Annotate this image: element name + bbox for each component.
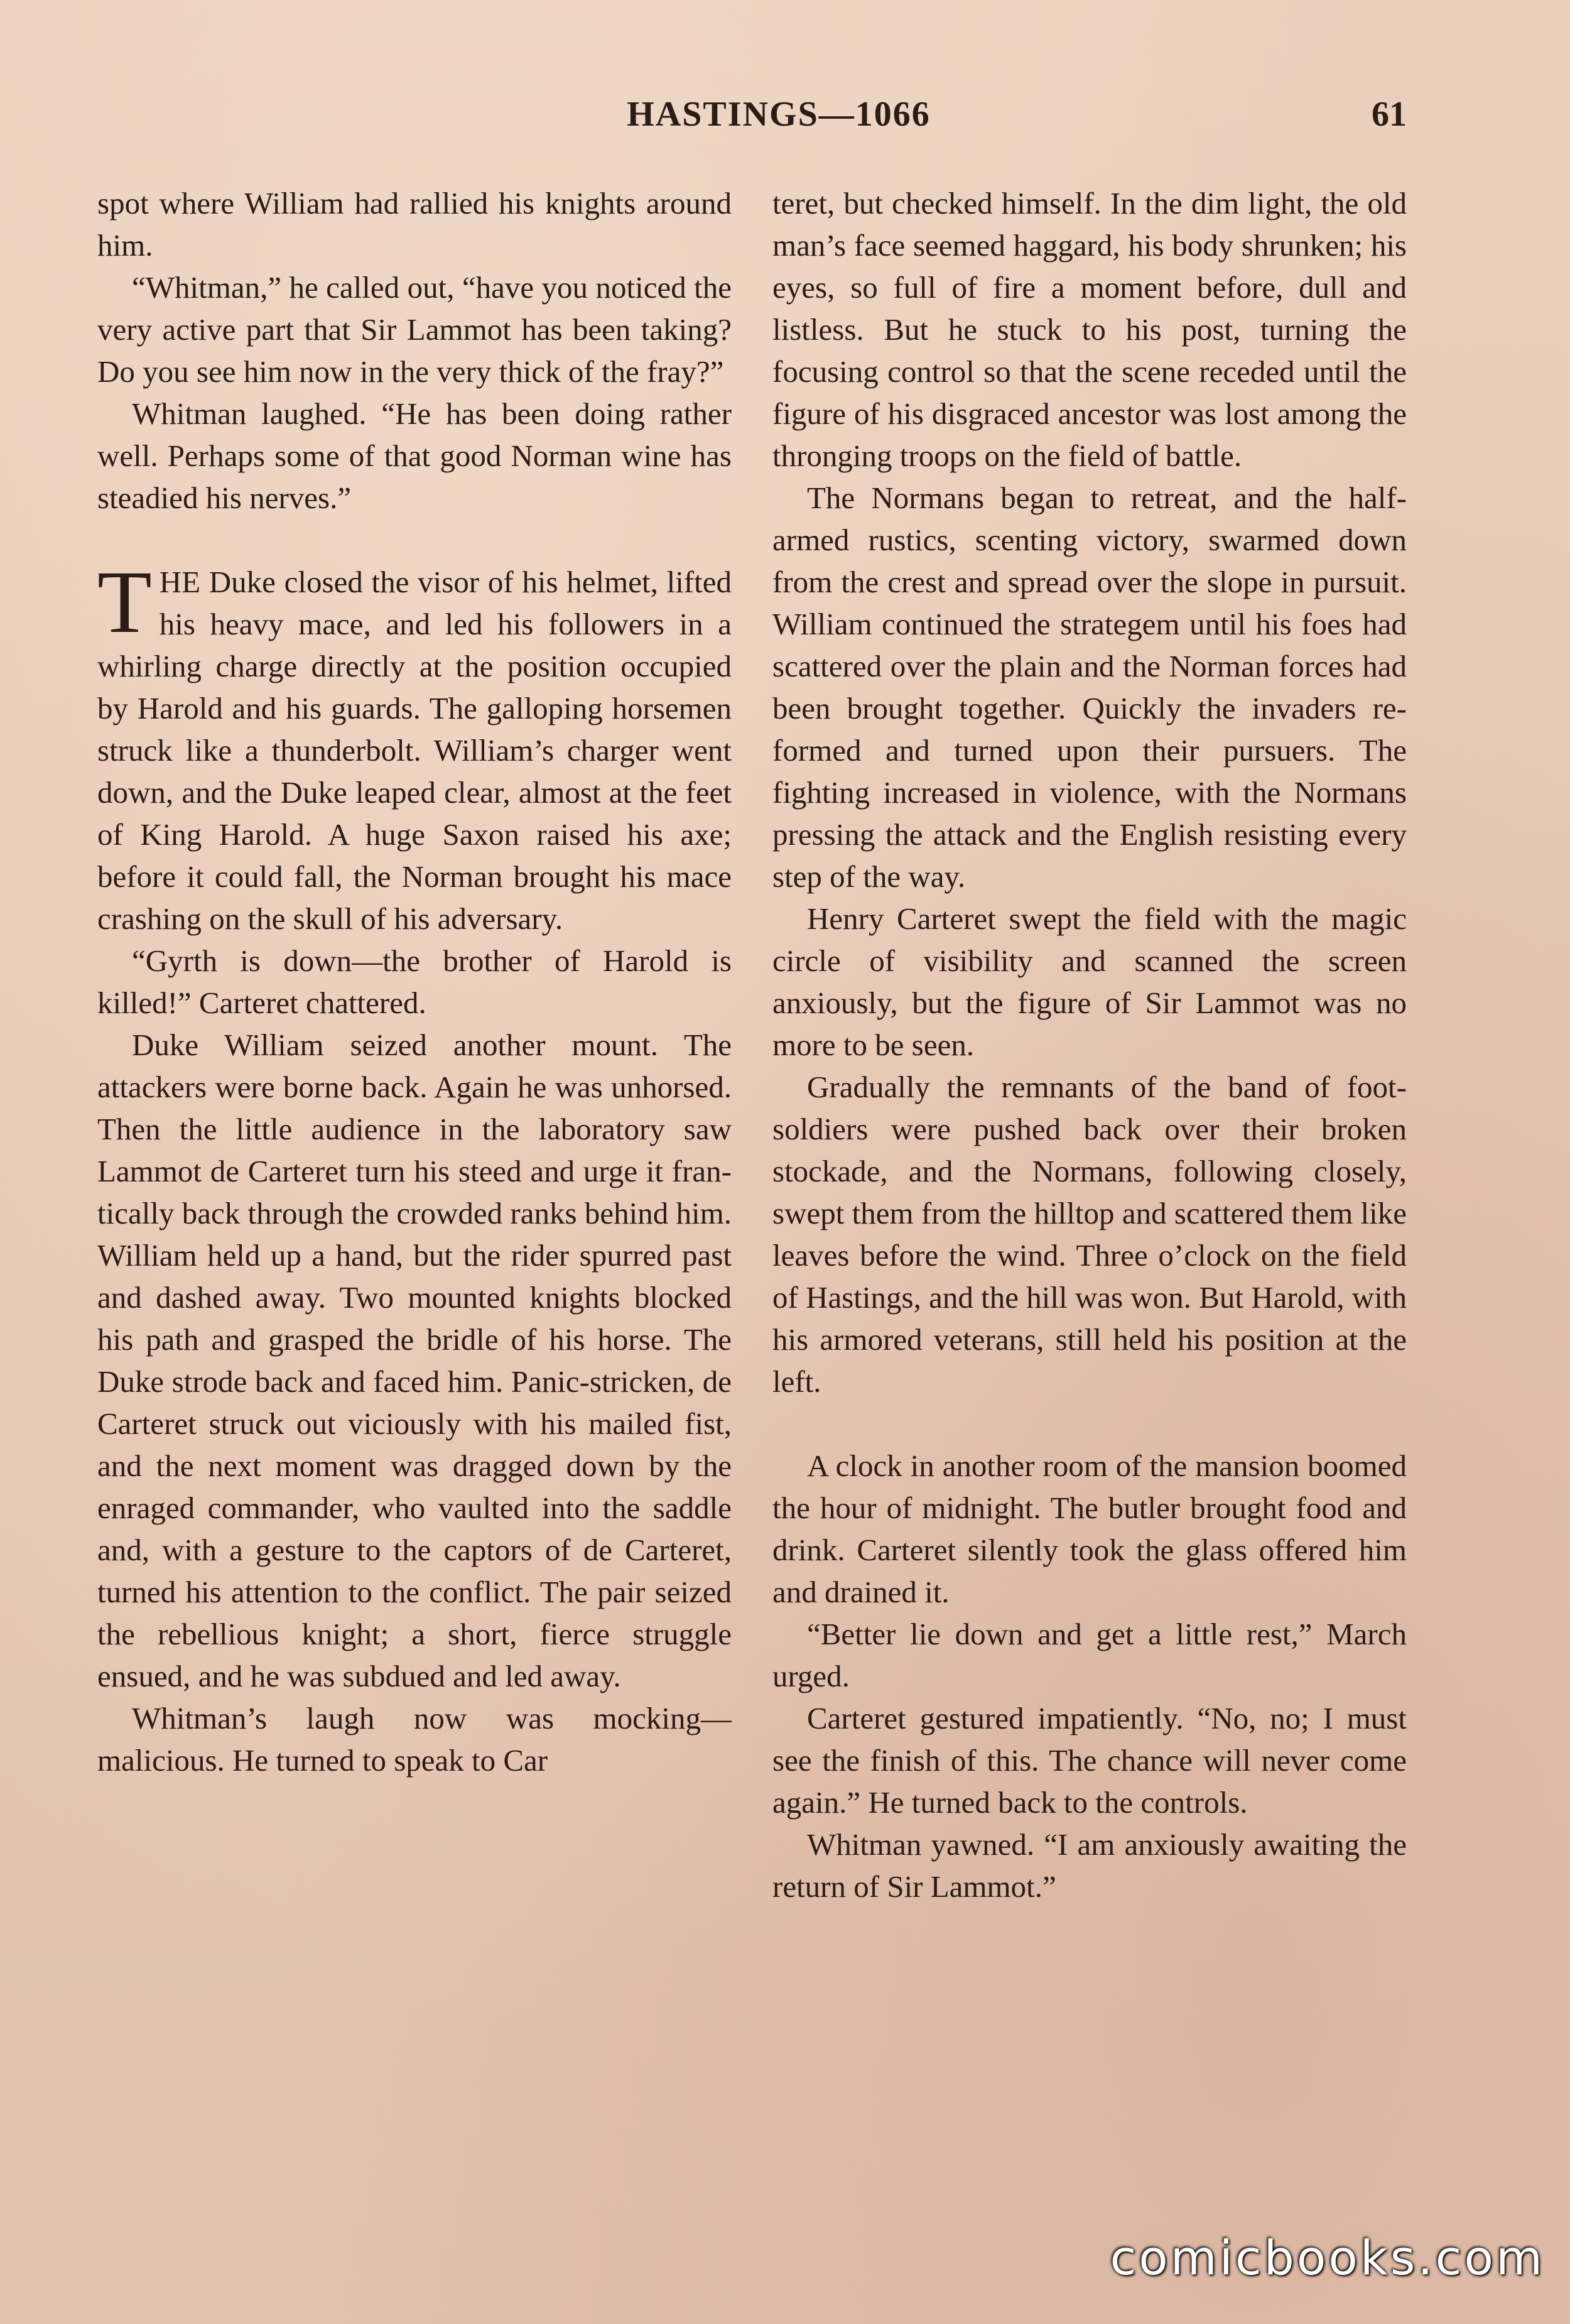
page-header [0, 94, 1570, 151]
paragraph: teret, but checked himself. In the dim light, the old man’s face seemed haggard, his body shrunken; his eyes, so full of fire a moment before, dull and listless. But he stuck to his post, turning the focusing control so that the scene receded until the figure of his disgraced ancestor was lost among the thronging troops on the field of battle. [772, 186, 1407, 473]
paragraph: Whitman yawned. “I am anxiously awaiting the return of Sir Lammot.” [772, 1827, 1407, 1904]
section-start-paragraph [97, 552, 732, 940]
paragraph: Duke William seized another mount. The attackers were borne back. Again he was unhorsed. Then the little audience in the laboratory saw Lammot de Carteret turn his steed and urge it frantically back through the crowded ranks behind him. William held up a hand, but the rider spurred past and dashed away. Two mounted knights blocked his path and grasped the bridle of his horse. The Duke strode back and faced him. Panic-stricken, de Carteret struck out viciously with his mailed fist, and the next moment was dragged down by the enraged commander, who vaulted into the saddle and, with a gesture to the captors of de Carteret, turned his attention to the conflict. The pair seized the rebellious knight; a short, fierce struggle ensued, and he was subdued and led away. [97, 1028, 732, 1693]
paragraph: Carteret gestured impatiently. “No, no; I must see the finish of this. The chance will never come again.” He turned back to the controls. [772, 1701, 1407, 1820]
drop-cap: T [97, 552, 152, 651]
paragraph: “Better lie down and get a little rest,” March urged. [772, 1617, 1407, 1693]
paragraph: A clock in another room of the mansion boomed the hour of midnight. The butler brought food and drink. Carteret silently took the glass offered him and drained it. [772, 1448, 1407, 1609]
paragraph: spot where William had rallied his knights around him. [97, 186, 732, 263]
right-column [772, 182, 1407, 1908]
paragraph: “Whitman,” he called out, “have you noticed the very active part that Sir Lammot has been taking? Do you see him now in the very thick of the fray?” [97, 270, 732, 389]
watermark: comicbooks.com [1110, 2230, 1545, 2286]
paragraph: Gradually the remnants of the band of foot-soldiers were pushed back over their broken stockade, and the Normans, following closely, swept them from the hilltop and scattered them like leaves before the wind. Three o’clock on the field of Hastings, and the hill was won. But Harold, with his armored veterans, still held his position at the left. [772, 1070, 1407, 1399]
paragraph-text: HE Duke closed the visor of his helmet, lifted his heavy mace, and led his followers in a whirling charge directly at the position occupied by Harold and his guards. The galloping horsemen struck like a thunderbolt. William’s charger went down, and the Duke leaped clear, almost at the feet of King Harold. A huge Saxon raised his axe; before it could fall, the Norman brought his mace crashing on the skull of his adversary. [97, 565, 732, 936]
paragraph: Henry Carteret swept the field with the magic circle of visibility and scanned the screen anxiously, but the figure of Sir Lammot was no more to be seen. [772, 901, 1407, 1062]
left-column [97, 182, 732, 1781]
paragraph: Whitman laughed. “He has been doing rather well. Perhaps some of that good Norman wine has steadied his nerves.” [97, 396, 732, 515]
paragraph: Whitman’s laugh now was mocking—malicious. He turned to speak to Car [97, 1701, 732, 1778]
page-number: 61 [1372, 95, 1407, 134]
paragraph: The Normans began to retreat, and the half-armed rustics, scenting victory, swarmed down from the crest and spread over the slope in pursuit. William continued the strategem until his foes had scattered over the plain and the Norman forces had been brought together. Quickly the invaders re-formed and turned upon their pursuers. The fighting increased in violence, with the Normans pressing the attack and the English resisting every step of the way. [772, 481, 1407, 894]
running-head: HASTINGS—1066 [627, 95, 931, 134]
paragraph: “Gyrth is down—the brother of Harold is killed!” Carteret chattered. [97, 943, 732, 1020]
